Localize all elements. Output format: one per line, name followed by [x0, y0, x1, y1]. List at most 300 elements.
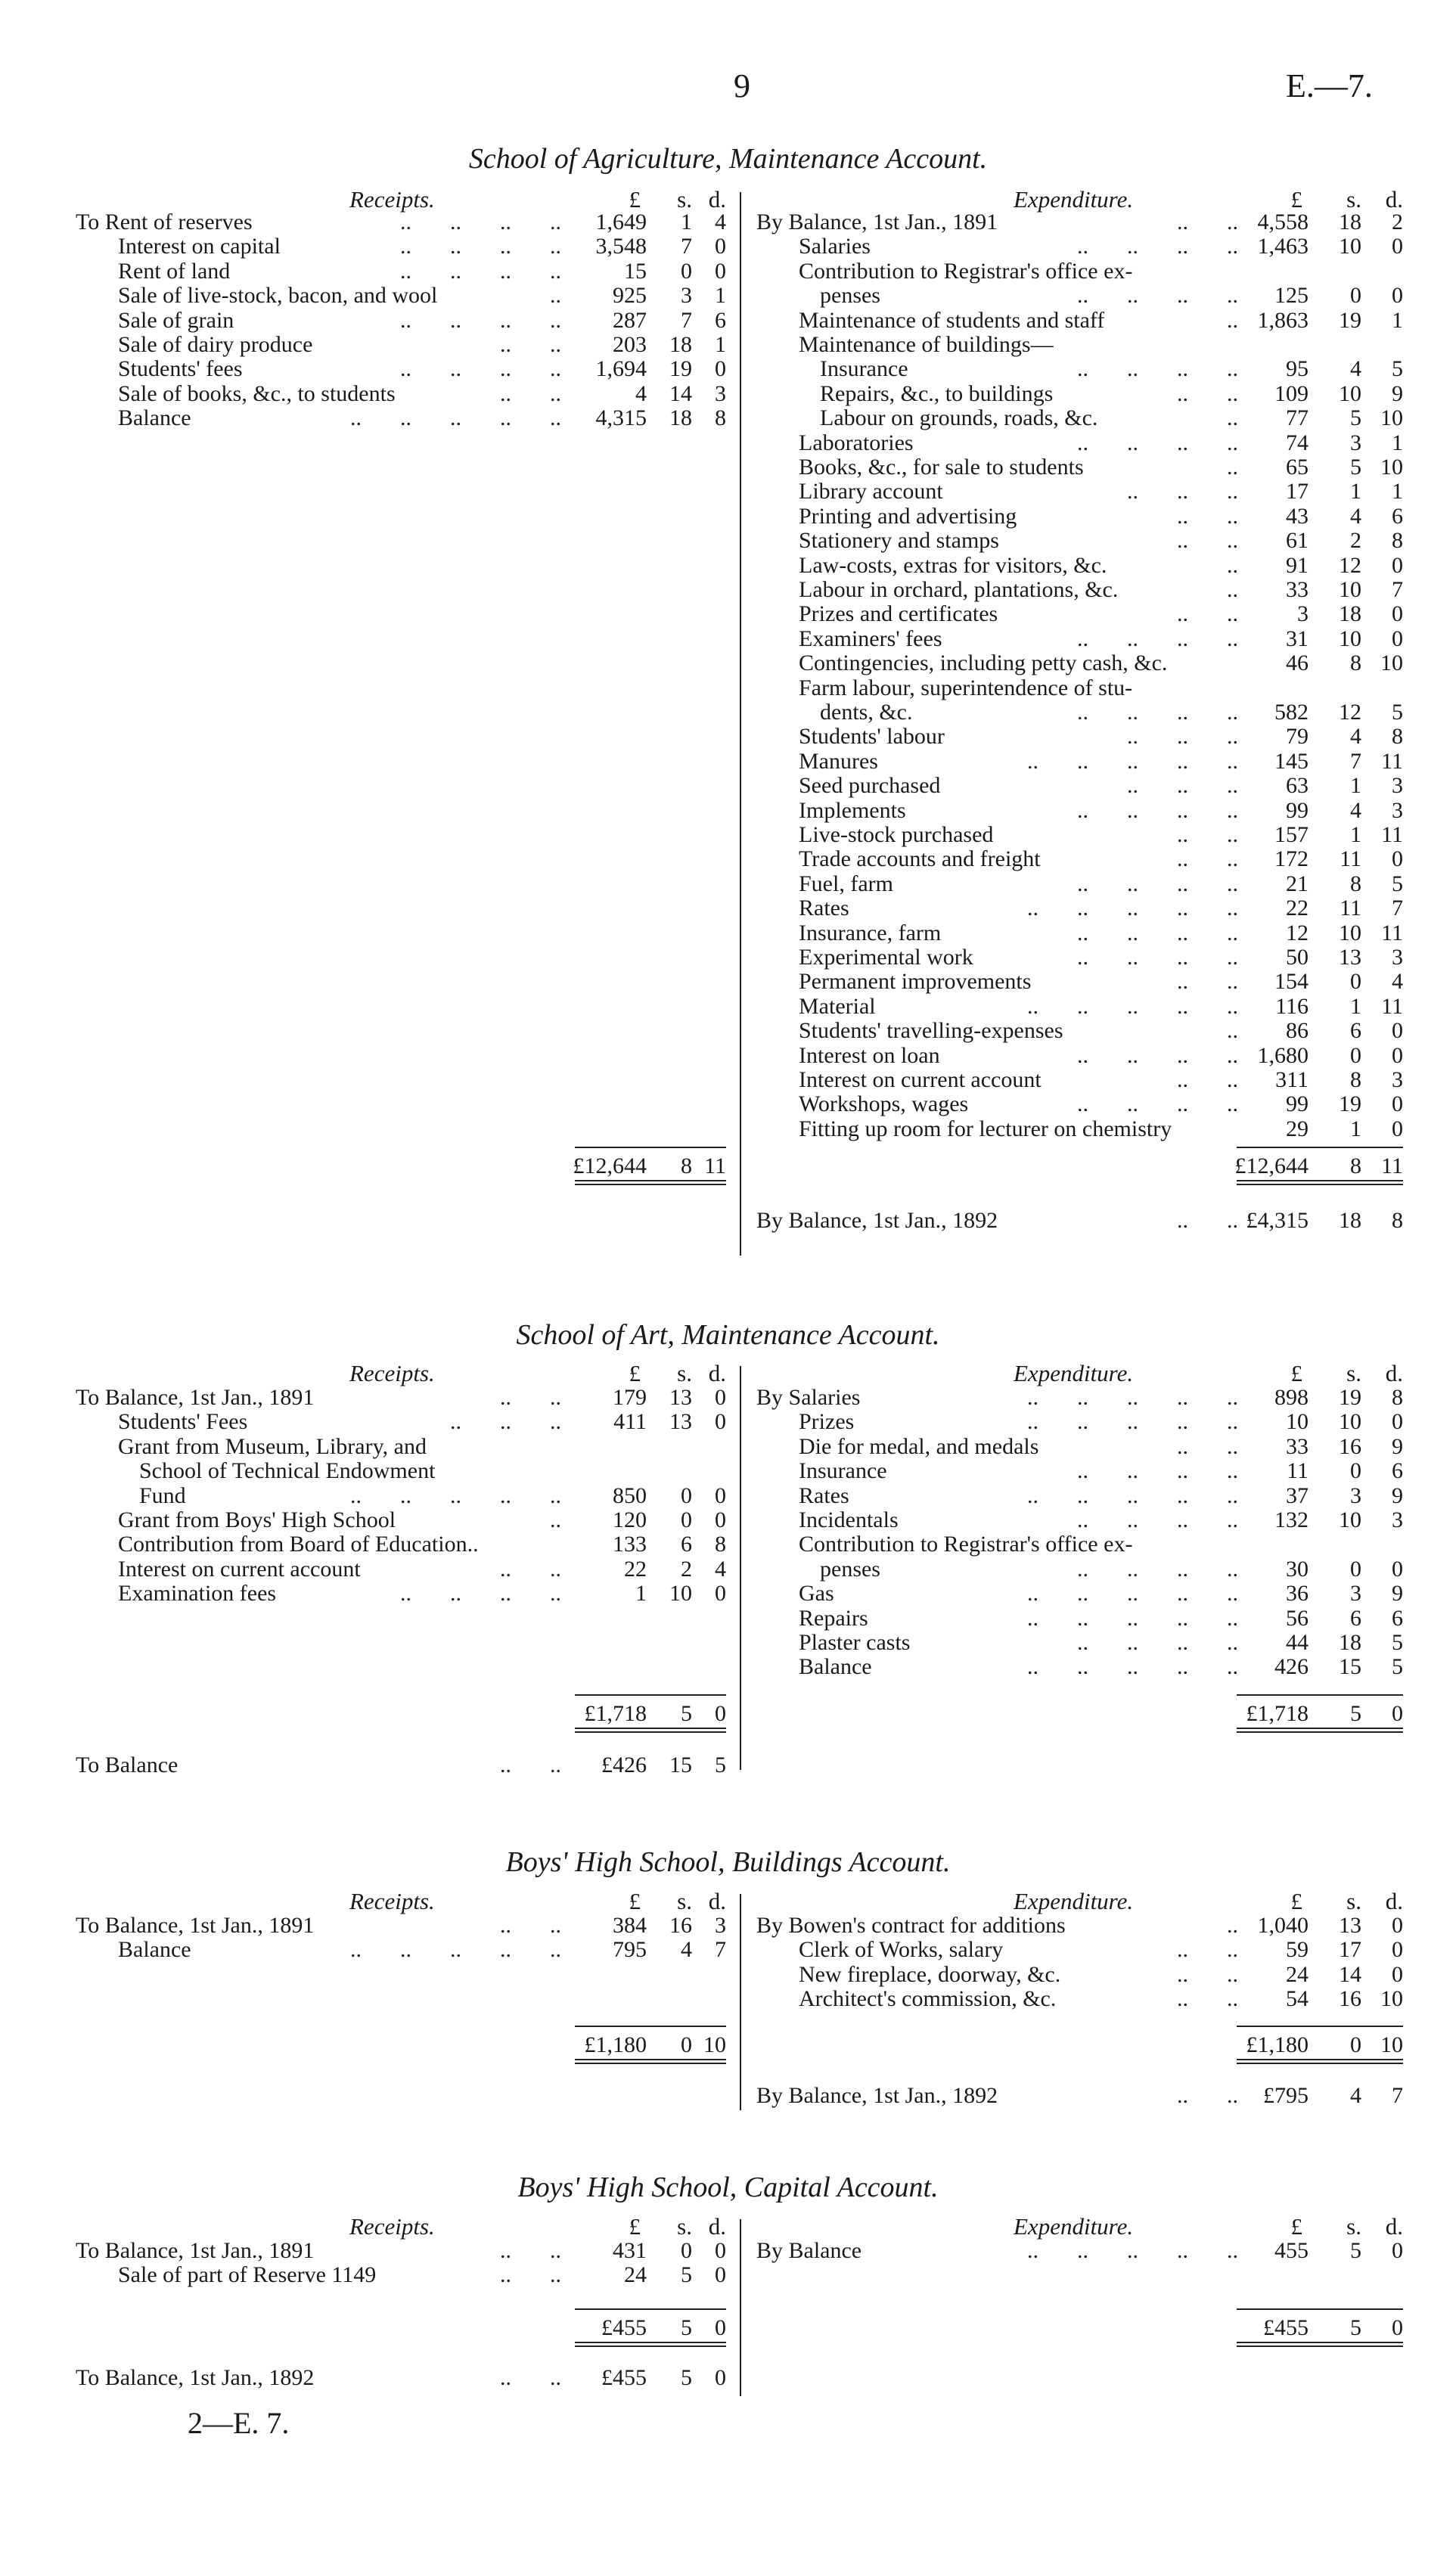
row-label: To Balance, 1st Jan., 1891 [76, 1386, 315, 1410]
row-label: New fireplace, doorway, &c. [799, 1962, 1061, 1987]
row-label: Students' Fees [118, 1410, 248, 1435]
pence-value: 5 [1392, 1654, 1403, 1680]
shillings-value: 7 [1350, 748, 1361, 774]
leader-dots: .. [550, 283, 561, 309]
leader-dots: .. [1227, 1654, 1238, 1680]
row-label: Prizes and certificates [799, 602, 998, 627]
leader-dots: .. [1177, 380, 1188, 406]
row-label: Students' travelling-expenses [799, 1019, 1063, 1044]
pounds-value: 203 [613, 332, 647, 357]
pence-value: 0 [1392, 1091, 1403, 1117]
pence-value: 0 [1392, 1961, 1403, 1987]
shillings-unit-header: s. [1346, 2213, 1361, 2240]
leader-dots: .. [1177, 1556, 1188, 1582]
pence-value: 3 [1392, 797, 1403, 823]
row-label: Repairs, &c., to buildings [820, 381, 1054, 406]
leader-dots: .. [1077, 920, 1088, 945]
pounds-value: 31 [1286, 626, 1309, 651]
footer-signature: 2—E. 7. [188, 2406, 290, 2440]
column-divider [740, 2219, 741, 2396]
shillings-value: 1 [681, 210, 692, 234]
leader-dots: .. [550, 210, 561, 234]
pounds-value: 54 [1286, 1986, 1309, 2012]
shillings-value: 0 [1350, 283, 1361, 309]
pence-value: 0 [1392, 1409, 1403, 1435]
leader-dots: .. [500, 307, 511, 333]
leader-dots: .. [1127, 2238, 1138, 2263]
subtotal-rule [1237, 2308, 1403, 2310]
leader-dots: .. [1127, 1556, 1138, 1582]
pence-value: 10 [1380, 1986, 1403, 2012]
row-label: Balance [799, 1655, 872, 1680]
pounds-value: 61 [1286, 528, 1309, 554]
leader-dots: .. [1177, 896, 1188, 921]
leader-dots: .. [1077, 1042, 1088, 1068]
leader-dots: .. [1077, 993, 1088, 1019]
pounds-value: 79 [1286, 724, 1309, 750]
leader-dots: .. [1227, 822, 1238, 847]
pounds-value: 898 [1274, 1385, 1309, 1410]
leader-dots: .. [1177, 1507, 1188, 1532]
pounds-value: 30 [1286, 1556, 1309, 1582]
leader-dots: .. [1227, 1409, 1238, 1435]
row-label: penses [820, 284, 880, 309]
pence-value: 2 [1392, 210, 1403, 234]
shillings-value: 8 [1350, 650, 1361, 676]
pounds-value: 65 [1286, 455, 1309, 480]
row-label: To Balance, 1st Jan., 1892 [76, 2366, 315, 2390]
total-shillings: 8 [681, 1153, 692, 1178]
shillings-value: 5 [1350, 455, 1361, 480]
leader-dots: .. [1127, 1042, 1138, 1068]
leader-dots: .. [1227, 405, 1238, 431]
pence-value: 11 [1381, 920, 1403, 945]
leader-dots: .. [1077, 748, 1088, 774]
leader-dots: .. [1127, 1091, 1138, 1117]
shillings-value: 14 [669, 380, 692, 406]
leader-dots: .. [500, 1913, 511, 1938]
row-label: Farm labour, superintendence of stu- [799, 675, 1133, 700]
pounds-value: 311 [1275, 1067, 1309, 1092]
leader-dots: .. [1227, 2083, 1238, 2108]
row-label: Die for medal, and medals [799, 1434, 1039, 1459]
shillings-value: 18 [1339, 601, 1361, 627]
leader-dots: .. [1177, 601, 1188, 627]
pounds-value: 77 [1286, 405, 1309, 431]
pence-value: 8 [1392, 528, 1403, 554]
leader-dots: .. [1127, 1458, 1138, 1484]
leader-dots: .. [1077, 1605, 1088, 1631]
leader-dots: .. [1177, 920, 1188, 945]
pence-value: 0 [1392, 1116, 1403, 1141]
leader-dots: .. [500, 2262, 511, 2288]
pound-unit-header: £ [1290, 1360, 1302, 1386]
leader-dots: .. [1227, 920, 1238, 945]
row-label: Experimental work [799, 945, 973, 970]
pence-value: 0 [1392, 283, 1403, 309]
leader-dots: .. [1227, 748, 1238, 774]
leader-dots: .. [1177, 724, 1188, 750]
shillings-value: 1 [1350, 822, 1361, 847]
row-label: Insurance [820, 357, 908, 382]
leader-dots: .. [1077, 626, 1088, 651]
row-label: Sale of live-stock, bacon, and wool [118, 284, 438, 309]
shillings-value: 10 [1339, 1507, 1361, 1532]
expenditure-heading: Expenditure. [1014, 186, 1134, 213]
page-ref: E.—7. [1286, 67, 1373, 104]
leader-dots: .. [1127, 1581, 1138, 1607]
leader-dots: .. [1177, 748, 1188, 774]
shillings-value: 10 [1339, 920, 1361, 945]
pounds-value: 3 [1297, 601, 1309, 627]
shillings-value: 7 [681, 234, 692, 259]
pounds-value: 50 [1286, 945, 1309, 970]
leader-dots: .. [1177, 1208, 1188, 1233]
leader-dots: .. [550, 2262, 561, 2288]
row-label: Contribution to Registrar's office ex- [799, 1532, 1133, 1557]
leader-dots: .. [1127, 283, 1138, 309]
total-shillings: 5 [681, 2315, 692, 2340]
leader-dots: .. [450, 356, 461, 382]
pounds-value: 4 [635, 380, 647, 406]
pounds-value: 24 [624, 2262, 647, 2288]
pence-value: 0 [1392, 1018, 1403, 1044]
leader-dots: .. [550, 1752, 561, 1777]
leader-dots: .. [500, 1752, 511, 1777]
pence-value: 6 [1392, 1605, 1403, 1631]
shillings-value: 15 [1339, 1654, 1361, 1680]
leader-dots: .. [1177, 969, 1188, 995]
row-label: Sale of books, &c., to students [118, 381, 396, 406]
leader-dots: .. [1177, 479, 1188, 504]
pound-unit-header: £ [1290, 1888, 1302, 1914]
pence-value: 5 [715, 1752, 726, 1777]
pounds-value: 109 [1274, 380, 1309, 406]
pence-value: 3 [715, 1913, 726, 1938]
pounds-value: 91 [1286, 552, 1309, 578]
leader-dots: .. [550, 1581, 561, 1607]
receipts-heading: Receipts. [349, 1888, 435, 1914]
shillings-value: 1 [1350, 1116, 1361, 1141]
leader-dots: .. [1227, 601, 1238, 627]
pounds-value: 411 [613, 1409, 647, 1435]
row-label: Gas [799, 1582, 834, 1607]
row-label: Students' fees [118, 357, 243, 382]
leader-dots: .. [350, 405, 362, 431]
leader-dots: .. [550, 380, 561, 406]
row-label: Maintenance of students and staff [799, 308, 1105, 333]
shillings-value: 10 [1339, 234, 1361, 259]
leader-dots: .. [1027, 993, 1038, 1019]
leader-dots: .. [400, 307, 411, 333]
total-shillings: 0 [681, 2032, 692, 2057]
shillings-value: 0 [1350, 969, 1361, 995]
shillings-value: 19 [1339, 1091, 1361, 1117]
leader-dots: .. [500, 332, 511, 357]
pounds-value: 157 [1274, 822, 1309, 847]
row-label: Rent of land [118, 259, 231, 284]
leader-dots: .. [450, 210, 461, 234]
pounds-value: 925 [613, 283, 647, 309]
leader-dots: .. [1227, 969, 1238, 995]
pence-value: 0 [715, 1409, 726, 1435]
leader-dots: .. [1077, 945, 1088, 970]
pence-value: 6 [1392, 1458, 1403, 1484]
pence-unit-header: d. [1385, 1888, 1403, 1914]
leader-dots: .. [550, 234, 561, 259]
row-label: Sale of dairy produce [118, 333, 313, 357]
leader-dots: .. [1177, 1986, 1188, 2012]
pence-value: 0 [1392, 1556, 1403, 1582]
leader-dots: .. [1077, 356, 1088, 382]
shillings-value: 14 [1339, 1961, 1361, 1987]
row-label: Workshops, wages [799, 1092, 969, 1117]
pence-value: 9 [1392, 1433, 1403, 1459]
leader-dots: .. [500, 210, 511, 234]
total-pounds: £1,718 [1246, 1701, 1309, 1726]
leader-dots: .. [1127, 748, 1138, 774]
pounds-value: 431 [613, 2238, 647, 2263]
shillings-value: 4 [1350, 503, 1361, 529]
leader-dots: .. [1227, 1458, 1238, 1484]
leader-dots: .. [1177, 626, 1188, 651]
row-label: Contribution to Registrar's office ex- [799, 259, 1133, 284]
shillings-value: 4 [1350, 724, 1361, 750]
pounds-value: 21 [1286, 871, 1309, 896]
leader-dots: .. [400, 1482, 411, 1508]
pounds-value: 1,040 [1257, 1913, 1309, 1938]
leader-dots: .. [400, 1581, 411, 1607]
page-number: 9 [734, 67, 750, 104]
row-label: Implements [799, 798, 906, 823]
leader-dots: .. [1127, 993, 1138, 1019]
leader-dots: .. [1127, 773, 1138, 799]
pence-value: 5 [1392, 1630, 1403, 1655]
row-label: School of Technical Endowment [139, 1459, 436, 1484]
leader-dots: .. [1177, 430, 1188, 455]
shillings-value: 2 [681, 1556, 692, 1582]
pounds-value: 63 [1286, 773, 1309, 799]
row-label: Salaries [799, 234, 871, 259]
leader-dots: .. [1227, 773, 1238, 799]
leader-dots: .. [1177, 822, 1188, 847]
total-pounds: £455 [1263, 2315, 1309, 2340]
leader-dots: .. [400, 356, 411, 382]
pounds-value: 17 [1286, 479, 1309, 504]
total-pounds: £12,644 [1234, 1153, 1309, 1178]
pounds-value: 455 [1274, 2238, 1309, 2263]
pence-value: 7 [715, 1937, 726, 1963]
shillings-value: 13 [1339, 1913, 1361, 1938]
shillings-value: 0 [681, 258, 692, 284]
pounds-value: 33 [1286, 577, 1309, 602]
pence-unit-header: d. [708, 2213, 726, 2240]
pence-value: 6 [715, 307, 726, 333]
leader-dots: .. [1077, 234, 1088, 259]
leader-dots: .. [1127, 356, 1138, 382]
row-label: Permanent improvements [799, 970, 1032, 995]
row-label: Rates [799, 1483, 849, 1508]
pence-value: 8 [715, 405, 726, 431]
shillings-value: 18 [1339, 1630, 1361, 1655]
leader-dots: .. [1227, 2238, 1238, 2263]
pence-unit-header: d. [1385, 1360, 1403, 1386]
row-label: Laboratories [799, 430, 914, 455]
leader-dots: .. [1077, 1385, 1088, 1410]
shillings-value: 1 [1350, 993, 1361, 1019]
total-pounds: £455 [601, 2315, 647, 2340]
leader-dots: .. [1227, 1937, 1238, 1963]
shillings-value: 0 [1350, 1042, 1361, 1068]
row-label: dents, &c. [820, 700, 913, 725]
leader-dots: .. [1227, 356, 1238, 382]
leader-dots: .. [500, 405, 511, 431]
shillings-value: 4 [1350, 356, 1361, 382]
row-label: Grant from Boys' High School [118, 1508, 396, 1532]
leader-dots: .. [550, 1937, 561, 1963]
pence-value: 0 [1392, 234, 1403, 259]
shillings-value: 6 [1350, 1605, 1361, 1631]
leader-dots: .. [1177, 2238, 1188, 2263]
leader-dots: .. [1177, 1091, 1188, 1117]
pounds-value: 46 [1286, 650, 1309, 676]
pounds-value: 43 [1286, 503, 1309, 529]
pence-value: 0 [1392, 846, 1403, 872]
leader-dots: .. [500, 258, 511, 284]
total-pence: 0 [1392, 2315, 1403, 2340]
shillings-value: 7 [681, 307, 692, 333]
leader-dots: .. [450, 1482, 461, 1508]
row-label: Contribution from Board of Education.. [118, 1532, 479, 1557]
pence-value: 9 [1392, 1482, 1403, 1508]
leader-dots: .. [1227, 1630, 1238, 1655]
row-label: By Balance, 1st Jan., 1892 [756, 2084, 998, 2108]
leader-dots: .. [1077, 430, 1088, 455]
row-label: Interest on capital [118, 234, 281, 259]
leader-dots: .. [500, 2365, 511, 2390]
row-label: Clerk of Works, salary [799, 1938, 1004, 1963]
shillings-value: 6 [681, 1532, 692, 1557]
row-label: Interest on current account [118, 1557, 361, 1582]
leader-dots: .. [550, 1556, 561, 1582]
leader-dots: .. [550, 2238, 561, 2263]
leader-dots: .. [1227, 700, 1238, 725]
section-title: School of Art, Maintenance Account. [516, 1319, 940, 1351]
shillings-value: 0 [1350, 1556, 1361, 1582]
shillings-value: 0 [681, 1482, 692, 1508]
pence-value: 1 [1392, 307, 1403, 333]
leader-dots: .. [350, 1482, 362, 1508]
leader-dots: .. [500, 1937, 511, 1963]
pence-value: 0 [1392, 552, 1403, 578]
leader-dots: .. [1227, 1605, 1238, 1631]
leader-dots: .. [1227, 896, 1238, 921]
pounds-value: 1,680 [1257, 1042, 1309, 1068]
leader-dots: .. [1077, 1091, 1088, 1117]
shillings-value: 18 [669, 405, 692, 431]
leader-dots: .. [1127, 626, 1138, 651]
shillings-value: 4 [1350, 797, 1361, 823]
row-label: Seed purchased [799, 774, 941, 799]
row-label: Material [799, 994, 876, 1019]
pounds-value: 1,694 [595, 356, 647, 382]
row-label: Repairs [799, 1606, 868, 1631]
pence-value: 8 [1392, 724, 1403, 750]
leader-dots: .. [1227, 724, 1238, 750]
pounds-value: 12 [1286, 920, 1309, 945]
total-pounds: £1,180 [1246, 2032, 1309, 2057]
shillings-value: 19 [1339, 307, 1361, 333]
leader-dots: .. [1177, 797, 1188, 823]
shillings-value: 0 [681, 1507, 692, 1532]
pounds-value: 145 [1274, 748, 1309, 774]
pounds-value: 1 [635, 1581, 647, 1607]
pounds-value: 426 [1274, 1654, 1309, 1680]
leader-dots: .. [1177, 1482, 1188, 1508]
row-label: Balance [118, 1938, 191, 1963]
total-shillings: 5 [1350, 1701, 1361, 1726]
leader-dots: .. [1227, 1556, 1238, 1582]
leader-dots: .. [1127, 871, 1138, 896]
row-label: Stationery and stamps [799, 529, 999, 554]
leader-dots: .. [1227, 1482, 1238, 1508]
pounds-value: 120 [613, 1507, 647, 1532]
pence-value: 3 [1392, 773, 1403, 799]
pence-value: 1 [715, 283, 726, 309]
row-label: Fitting up room for lecturer on chemistry [799, 1116, 1172, 1141]
shillings-value: 5 [681, 2262, 692, 2288]
total-row [1142, 2316, 1403, 2340]
leader-dots: .. [1177, 234, 1188, 259]
leader-dots: .. [1127, 1630, 1138, 1655]
row-label: Insurance [799, 1459, 887, 1484]
pounds-value: 1,863 [1257, 307, 1309, 333]
total-pence: 0 [1392, 1701, 1403, 1726]
leader-dots: .. [550, 1385, 561, 1410]
leader-dots: .. [1227, 307, 1238, 333]
pence-value: 5 [1392, 700, 1403, 725]
row-label: Students' labour [799, 725, 945, 750]
subtotal-rule [575, 2308, 726, 2310]
leader-dots: .. [1077, 1458, 1088, 1484]
leader-dots: .. [1177, 1042, 1188, 1068]
pence-value: 3 [1392, 1067, 1403, 1092]
leader-dots: .. [1027, 2238, 1038, 2263]
shillings-value: 1 [1350, 773, 1361, 799]
pounds-value: 37 [1286, 1482, 1309, 1508]
pence-value: 7 [1392, 896, 1403, 921]
pence-value: 9 [1392, 1581, 1403, 1607]
leader-dots: .. [1177, 356, 1188, 382]
expenditure-heading: Expenditure. [1014, 1888, 1134, 1914]
leader-dots: .. [450, 405, 461, 431]
pounds-value: 22 [1286, 896, 1309, 921]
pence-value: 5 [1392, 356, 1403, 382]
leader-dots: .. [500, 1482, 511, 1508]
pounds-value: 850 [613, 1482, 647, 1508]
total-row [480, 2316, 726, 2340]
pence-value: 1 [1392, 430, 1403, 455]
row-label: Examiners' fees [799, 626, 942, 651]
row-label: To Balance, 1st Jan., 1891 [76, 1914, 315, 1938]
shillings-value: 5 [681, 2365, 692, 2390]
leader-dots: .. [1227, 552, 1238, 578]
leader-dots: .. [1227, 455, 1238, 480]
leader-dots: .. [1177, 210, 1188, 234]
leader-dots: .. [550, 332, 561, 357]
row-label: Plaster casts [799, 1631, 911, 1655]
shillings-unit-header: s. [677, 1360, 692, 1386]
